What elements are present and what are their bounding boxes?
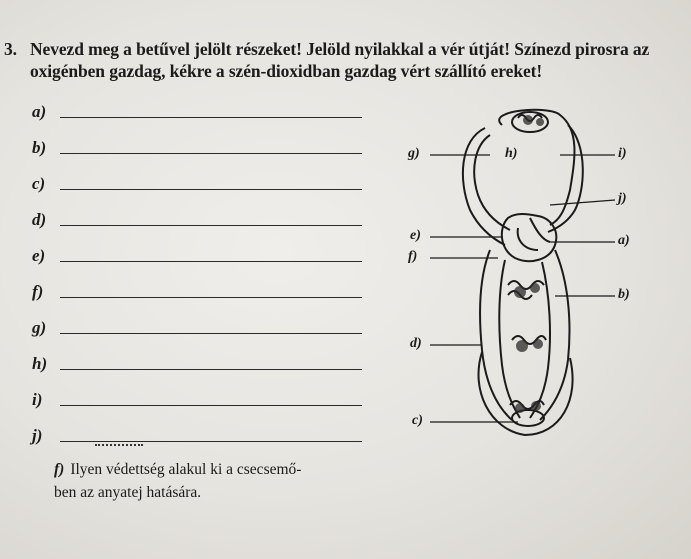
question-line-1: Nevezd meg a betűvel jelölt részeket! Jelöld nyilakkal a vér útját! Színezd pirosra az xyxy=(30,39,650,59)
answer-row-b[interactable] xyxy=(32,138,362,158)
answer-blank-line[interactable] xyxy=(60,405,362,406)
answer-label: g) xyxy=(32,318,47,337)
diagram-label-j: j) xyxy=(618,191,627,206)
footnote-line-2: ben az anyatej hatására. xyxy=(54,484,202,501)
answer-blank-line[interactable] xyxy=(60,369,362,370)
footnote-line-1: Ilyen védettség alakul ki a csecsemő- xyxy=(70,461,302,478)
diagram-label-f: f) xyxy=(408,249,418,264)
circulation-drawing xyxy=(390,100,650,445)
answer-blank-line[interactable] xyxy=(60,225,362,226)
answer-label: b) xyxy=(32,138,47,157)
answer-row-e[interactable] xyxy=(32,246,362,266)
diagram-label-d: d) xyxy=(410,336,422,351)
answer-row-a[interactable] xyxy=(32,102,362,122)
answer-label: i) xyxy=(32,390,43,409)
question-line-2: oxigénben gazdag, kékre a szén-dioxidban gazdag vért szállító ereket! xyxy=(30,61,543,81)
answer-label: e) xyxy=(32,246,46,265)
footnote xyxy=(54,458,384,504)
answer-row-c[interactable] xyxy=(32,174,362,194)
answer-row-d[interactable] xyxy=(32,210,362,230)
answer-row-i[interactable] xyxy=(32,390,362,410)
diagram-label-e: e) xyxy=(410,228,421,243)
diagram-label-g: g) xyxy=(408,146,420,161)
answer-blank-line[interactable] xyxy=(60,117,362,118)
answer-label: j) xyxy=(32,426,43,445)
answer-row-f[interactable] xyxy=(32,282,362,302)
answer-row-h[interactable] xyxy=(32,354,362,374)
answer-blank-line[interactable] xyxy=(60,261,362,262)
question-number: 3. xyxy=(4,39,17,59)
diagram-label-c: c) xyxy=(412,413,423,428)
diagram-label-b: b) xyxy=(618,287,630,302)
answer-label: h) xyxy=(32,354,48,373)
answer-blank-line[interactable] xyxy=(60,441,362,442)
answer-label: d) xyxy=(32,210,47,229)
answer-row-j[interactable] xyxy=(32,426,362,446)
footnote-letter: f) xyxy=(54,461,65,478)
answer-blank-line[interactable] xyxy=(60,189,362,190)
question-text xyxy=(4,38,684,82)
answer-blank-line[interactable] xyxy=(60,297,362,298)
diagram-label-h: h) xyxy=(505,146,518,161)
separator-dashes xyxy=(95,444,143,446)
answer-blank-line[interactable] xyxy=(60,153,362,154)
answer-label: c) xyxy=(32,174,46,193)
diagram-label-a: a) xyxy=(618,233,630,248)
answer-label: f) xyxy=(32,282,44,301)
answer-row-g[interactable] xyxy=(32,318,362,338)
circulation-diagram xyxy=(390,100,650,445)
answer-blank-line[interactable] xyxy=(60,333,362,334)
answer-label: a) xyxy=(32,102,47,121)
diagram-label-i: i) xyxy=(618,146,627,161)
